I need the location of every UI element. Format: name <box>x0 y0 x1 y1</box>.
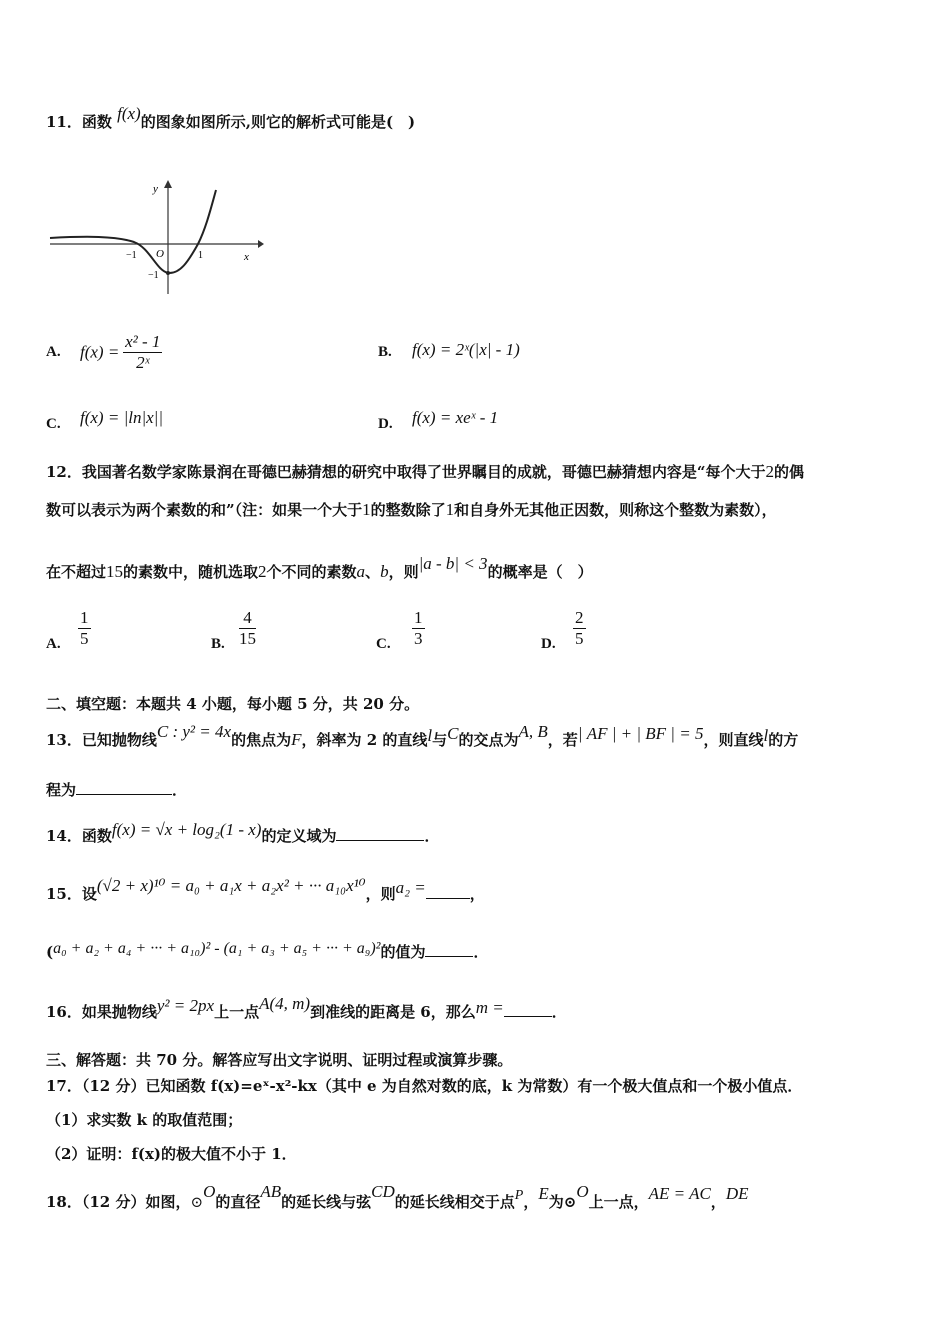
q11-fx: f(x) <box>117 104 141 123</box>
y-axis-arrow <box>164 180 172 188</box>
q12-option-d[interactable]: D. $\frac{2}{5}$ <box>541 608 584 652</box>
q12-line1: 12．我国著名数学家陈景润在哥德巴赫猜想的研究中取得了世界瞩目的成就，哥德巴赫猜想内容是“每个大于2的偶 <box>46 462 805 481</box>
q15-answer-blank-2[interactable] <box>425 942 473 957</box>
q12-option-c[interactable]: C. $\frac{1}{3}$ <box>376 608 423 652</box>
q11-graph <box>46 178 266 298</box>
tick-neg1: −1 <box>126 250 137 261</box>
q17-part1: （1）求实数 k 的取值范围； <box>46 1111 243 1129</box>
origin-label: O <box>156 248 164 260</box>
q12-option-a[interactable]: A. $\frac{1}{5}$ <box>46 608 89 652</box>
q12-line2: 数可以表示为两个素数的和”（注：如果一个大于1的整数除了1和自身外无其他正因数，则称这个整数为素数）， <box>46 500 777 519</box>
q15-line2: (a₀ + a₂ + a₄ + ··· + a₁₀)² - (a₁ + a₃ + a₅ + ··· + a₉)²的值为 ． <box>46 940 489 961</box>
q11-option-c[interactable]: C. f(x) = |ln|x|| <box>46 408 164 432</box>
y-intercept-point <box>166 271 170 275</box>
q13-answer-blank[interactable] <box>76 780 172 795</box>
q12-line3: 在不超过15的素数中，随机选取2个不同的素数a、b，则|a - b| < 3的概率是（ ） <box>46 554 593 581</box>
q11-stem: 11．函数 f(x)的图象如图所示,则它的解析式可能是( ) <box>46 104 416 131</box>
section2-heading: 二、填空题：本题共 4 小题，每小题 5 分，共 20 分。 <box>46 695 420 713</box>
q14-answer-blank[interactable] <box>336 826 424 841</box>
y-axis-label: y <box>153 183 158 195</box>
q11-option-a[interactable]: A. f(x) = $\frac{\text{x² - 1}}{\text{2ˣ}}$ <box>46 332 161 372</box>
q13-line1: 13．已知抛物线C : y² = 4x的焦点为F，斜率为 2 的直线l与C的交点为A, B，若| AF | + | BF | = 5，则直线l的方 <box>46 722 799 749</box>
section3-heading: 三、解答题：共 70 分。解答应写出文字说明、证明过程或演算步骤。 <box>46 1051 513 1069</box>
tick-pos1: 1 <box>198 250 203 261</box>
q13-line2: 程为 ． <box>46 781 188 799</box>
q14-line: 14．函数f(x) = √x + log₂(1 - x)的定义域为 ． <box>46 820 440 845</box>
q15-line1: 15．设(√2 + x)¹⁰ = a₀ + a₁x + a₂x² + ··· a₁₀x¹⁰，则a₂ = ， <box>46 876 485 903</box>
q15-answer-blank-1[interactable] <box>426 884 470 899</box>
q18-line: 18．（12 分）如图，⊙O的直径AB的延长线与弦CD的延长线相交于点P，E为⊙O上一点，AE = AC，DE <box>46 1182 749 1211</box>
q16-answer-blank[interactable] <box>504 1002 552 1017</box>
q11-option-b[interactable]: B. f(x) = 2ˣ(|x| - 1) <box>378 340 520 360</box>
q11-option-d[interactable]: D. f(x) = xeˣ - 1 <box>378 408 499 432</box>
q17-part2: （2）证明：f(x)的极大值不小于 1． <box>46 1145 297 1163</box>
tick-y-neg1: −1 <box>148 270 159 281</box>
q16-line: 16．如果抛物线y² = 2px上一点A(4, m)到准线的距离是 6，那么m = ． <box>46 994 567 1021</box>
q12-option-b[interactable]: B. $\frac{4}{15}$ <box>211 608 256 652</box>
x-axis-label: x <box>244 251 249 263</box>
q17-stem: 17．（12 分）已知函数 f(x)=eˣ-x²-kx（其中 e 为自然对数的底，k 为常数）有一个极大值点和一个极小值点． <box>46 1077 803 1095</box>
x-axis-arrow <box>258 240 264 248</box>
